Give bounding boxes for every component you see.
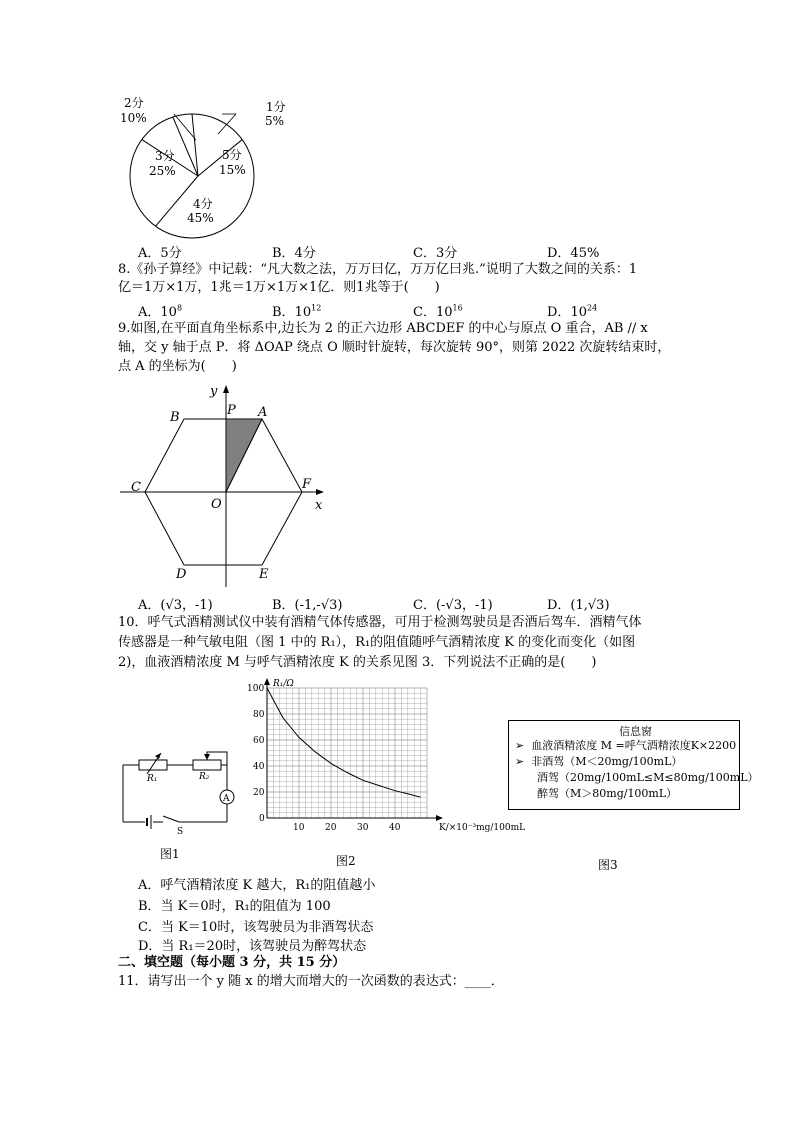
q9-stem-line1: 9.如图,在平面直角坐标系中,边长为 2 的正六边形 ABCDEF 的中心与原点 O 重合，AB // x xyxy=(118,321,648,336)
chart-y-axis-label: R₁/Ω xyxy=(273,679,294,689)
hexagon-figure xyxy=(110,375,340,595)
pie-label-3fen-pct: 25% xyxy=(149,164,176,178)
q7-option-b[interactable]: B．4分 xyxy=(272,246,316,261)
q8-stem-line1: 8.《孙子算经》中记载：“凡大数之法，万万曰亿，万万亿曰兆.”说明了大数之间的关系：1 xyxy=(118,262,638,277)
pie-slice-boundary-1 xyxy=(173,117,198,176)
info-window xyxy=(508,720,759,810)
pie-leader-1fen xyxy=(218,114,236,134)
chart-x-tick-label: 40 xyxy=(389,823,401,833)
q8-option-c[interactable]: C．$10^{16}$ xyxy=(413,303,463,320)
arrow-bullet-icon: ➢ xyxy=(515,755,525,768)
r2-slider xyxy=(207,752,227,765)
info-title: 信息窗 xyxy=(619,725,652,738)
q8-option-b[interactable]: B．$10^{12}$ xyxy=(272,303,322,320)
q10-option-d[interactable]: D．当 R₁＝20时，该驾驶员为醉驾状态 xyxy=(138,939,367,954)
pie-label-4fen: 4分 xyxy=(193,197,213,211)
q10-stem-line2: 传感器是一种气敏电阻（图 1 中的 R₁），R₁的阻值随呼气酒精浓度 K 的变化而变化（如图 xyxy=(118,635,636,650)
q11-stem: 11．请写出一个 y 随 x 的增大而增大的一次函数的表达式：____． xyxy=(118,974,504,989)
svg-text:A: A xyxy=(223,794,230,804)
x-axis-arrow xyxy=(316,489,324,495)
resistance-chart xyxy=(245,676,526,841)
arrow-bullet-icon: ➢ xyxy=(515,739,525,752)
q8-stem-line2: 亿＝1万×1万，1兆＝1万×1万×1亿．则1兆等于( ) xyxy=(118,280,440,295)
chart-x-axis-label: K/×10⁻³mg/100mL xyxy=(439,823,526,833)
q8-option-d[interactable]: D．$10^{24}$ xyxy=(547,303,598,320)
q9-option-c[interactable]: C．(-√3，-1) xyxy=(413,598,493,613)
label-p: P xyxy=(227,403,236,418)
q9-stem-line3: 点 A 的坐标为( ) xyxy=(118,359,237,374)
chart-y-tick-label: 60 xyxy=(253,736,265,746)
chart-y-tick-label: 100 xyxy=(247,684,265,694)
fig1-caption: 图1 xyxy=(160,847,180,861)
chart-x-tick-label: 30 xyxy=(357,823,369,833)
pie-slice-boundary-2 xyxy=(192,114,198,176)
chart-x-arrow xyxy=(436,815,443,821)
fig3-caption: 图3 xyxy=(598,858,618,872)
q10-stem-line3: 2)，血液酒精浓度 M 与呼气酒精浓度 K 的关系见图 3．下列说法不正确的是( ) xyxy=(118,655,597,670)
q9-option-b[interactable]: B．(-1,-√3) xyxy=(272,598,343,613)
pie-label-1fen-pct: 5% xyxy=(265,114,285,128)
info-line-2: ➢ 非酒驾（M＜20mg/100mL） xyxy=(515,755,683,768)
section-2-title: 二、填空题（每小题 3 分，共 15 分） xyxy=(118,955,346,970)
circuit-figure xyxy=(115,745,245,835)
chart-x-tick-label: 20 xyxy=(325,823,337,833)
chart-y-tick-label: 80 xyxy=(253,710,265,720)
label-e: E xyxy=(259,567,269,582)
info-line-1: ➢ 血液酒精浓度 M =呼气酒精浓度K×2200 xyxy=(515,739,737,752)
label-a: A xyxy=(258,405,268,420)
pie-label-2fen: 2分 xyxy=(124,96,144,110)
info-line-3: 酒驾（20mg/100mL≤M≤80mg/100mL） xyxy=(537,771,759,784)
fig2-caption: 图2 xyxy=(336,854,356,868)
q10-option-c[interactable]: C．当 K＝10时，该驾驶员为非酒驾状态 xyxy=(138,920,374,935)
info-line-4: 醉驾（M＞80mg/100mL） xyxy=(537,787,678,800)
label-d: D xyxy=(176,567,187,582)
q7-option-c[interactable]: C．3分 xyxy=(413,246,458,261)
switch xyxy=(163,816,179,822)
y-axis-arrow xyxy=(223,385,229,393)
label-o: O xyxy=(211,497,222,512)
q7-option-a[interactable]: A．5分 xyxy=(138,246,182,261)
label-f: F xyxy=(302,477,312,492)
q8-option-a[interactable]: A．$10^8$ xyxy=(138,303,183,320)
label-b: B xyxy=(170,410,180,425)
q10-option-a[interactable]: A．呼气酒精浓度 K 越大，R₁的阻值越小 xyxy=(138,878,376,893)
label-c: C xyxy=(131,480,141,495)
chart-y-tick-label: 20 xyxy=(253,788,265,798)
pie-label-4fen-pct: 45% xyxy=(187,211,214,225)
svg-text:R₁: R₁ xyxy=(147,774,158,784)
chart-x-tick-label: 10 xyxy=(293,823,305,833)
svg-text:S: S xyxy=(177,827,184,837)
pie-label-5fen-pct: 15% xyxy=(219,163,246,177)
label-x: x xyxy=(315,498,323,513)
q9-option-d[interactable]: D．(1,√3) xyxy=(547,598,610,613)
chart-y-arrow xyxy=(264,678,270,685)
pie-label-2fen-pct: 10% xyxy=(120,111,147,125)
label-y: y xyxy=(210,384,218,399)
pie-label-1fen: 1分 xyxy=(266,100,286,114)
pie-label-3fen: 3分 xyxy=(155,149,175,163)
q9-stem-line2: 轴，交 y 轴于点 P．将 ΔOAP 绕点 O 顺时针旋转，每次旋转 90°，则第 2022 次旋转结束时， xyxy=(118,340,671,355)
pie-label-5fen: 5分 xyxy=(222,148,242,162)
chart-y-tick-label: 0 xyxy=(259,814,265,824)
chart-y-tick-label: 40 xyxy=(253,762,265,772)
r2-resistor xyxy=(193,760,221,770)
q9-option-a[interactable]: A．(√3，-1) xyxy=(138,598,213,613)
q10-option-b[interactable]: B．当 K＝0时，R₁的阻值为 100 xyxy=(138,899,331,914)
svg-text:R₂: R₂ xyxy=(199,772,210,782)
q7-option-d[interactable]: D．45% xyxy=(547,246,600,261)
q10-stem-line1: 10．呼气式酒精测试仪中装有酒精气体传感器，可用于检测驾驶员是否酒后驾车．酒精气体 xyxy=(118,615,642,630)
